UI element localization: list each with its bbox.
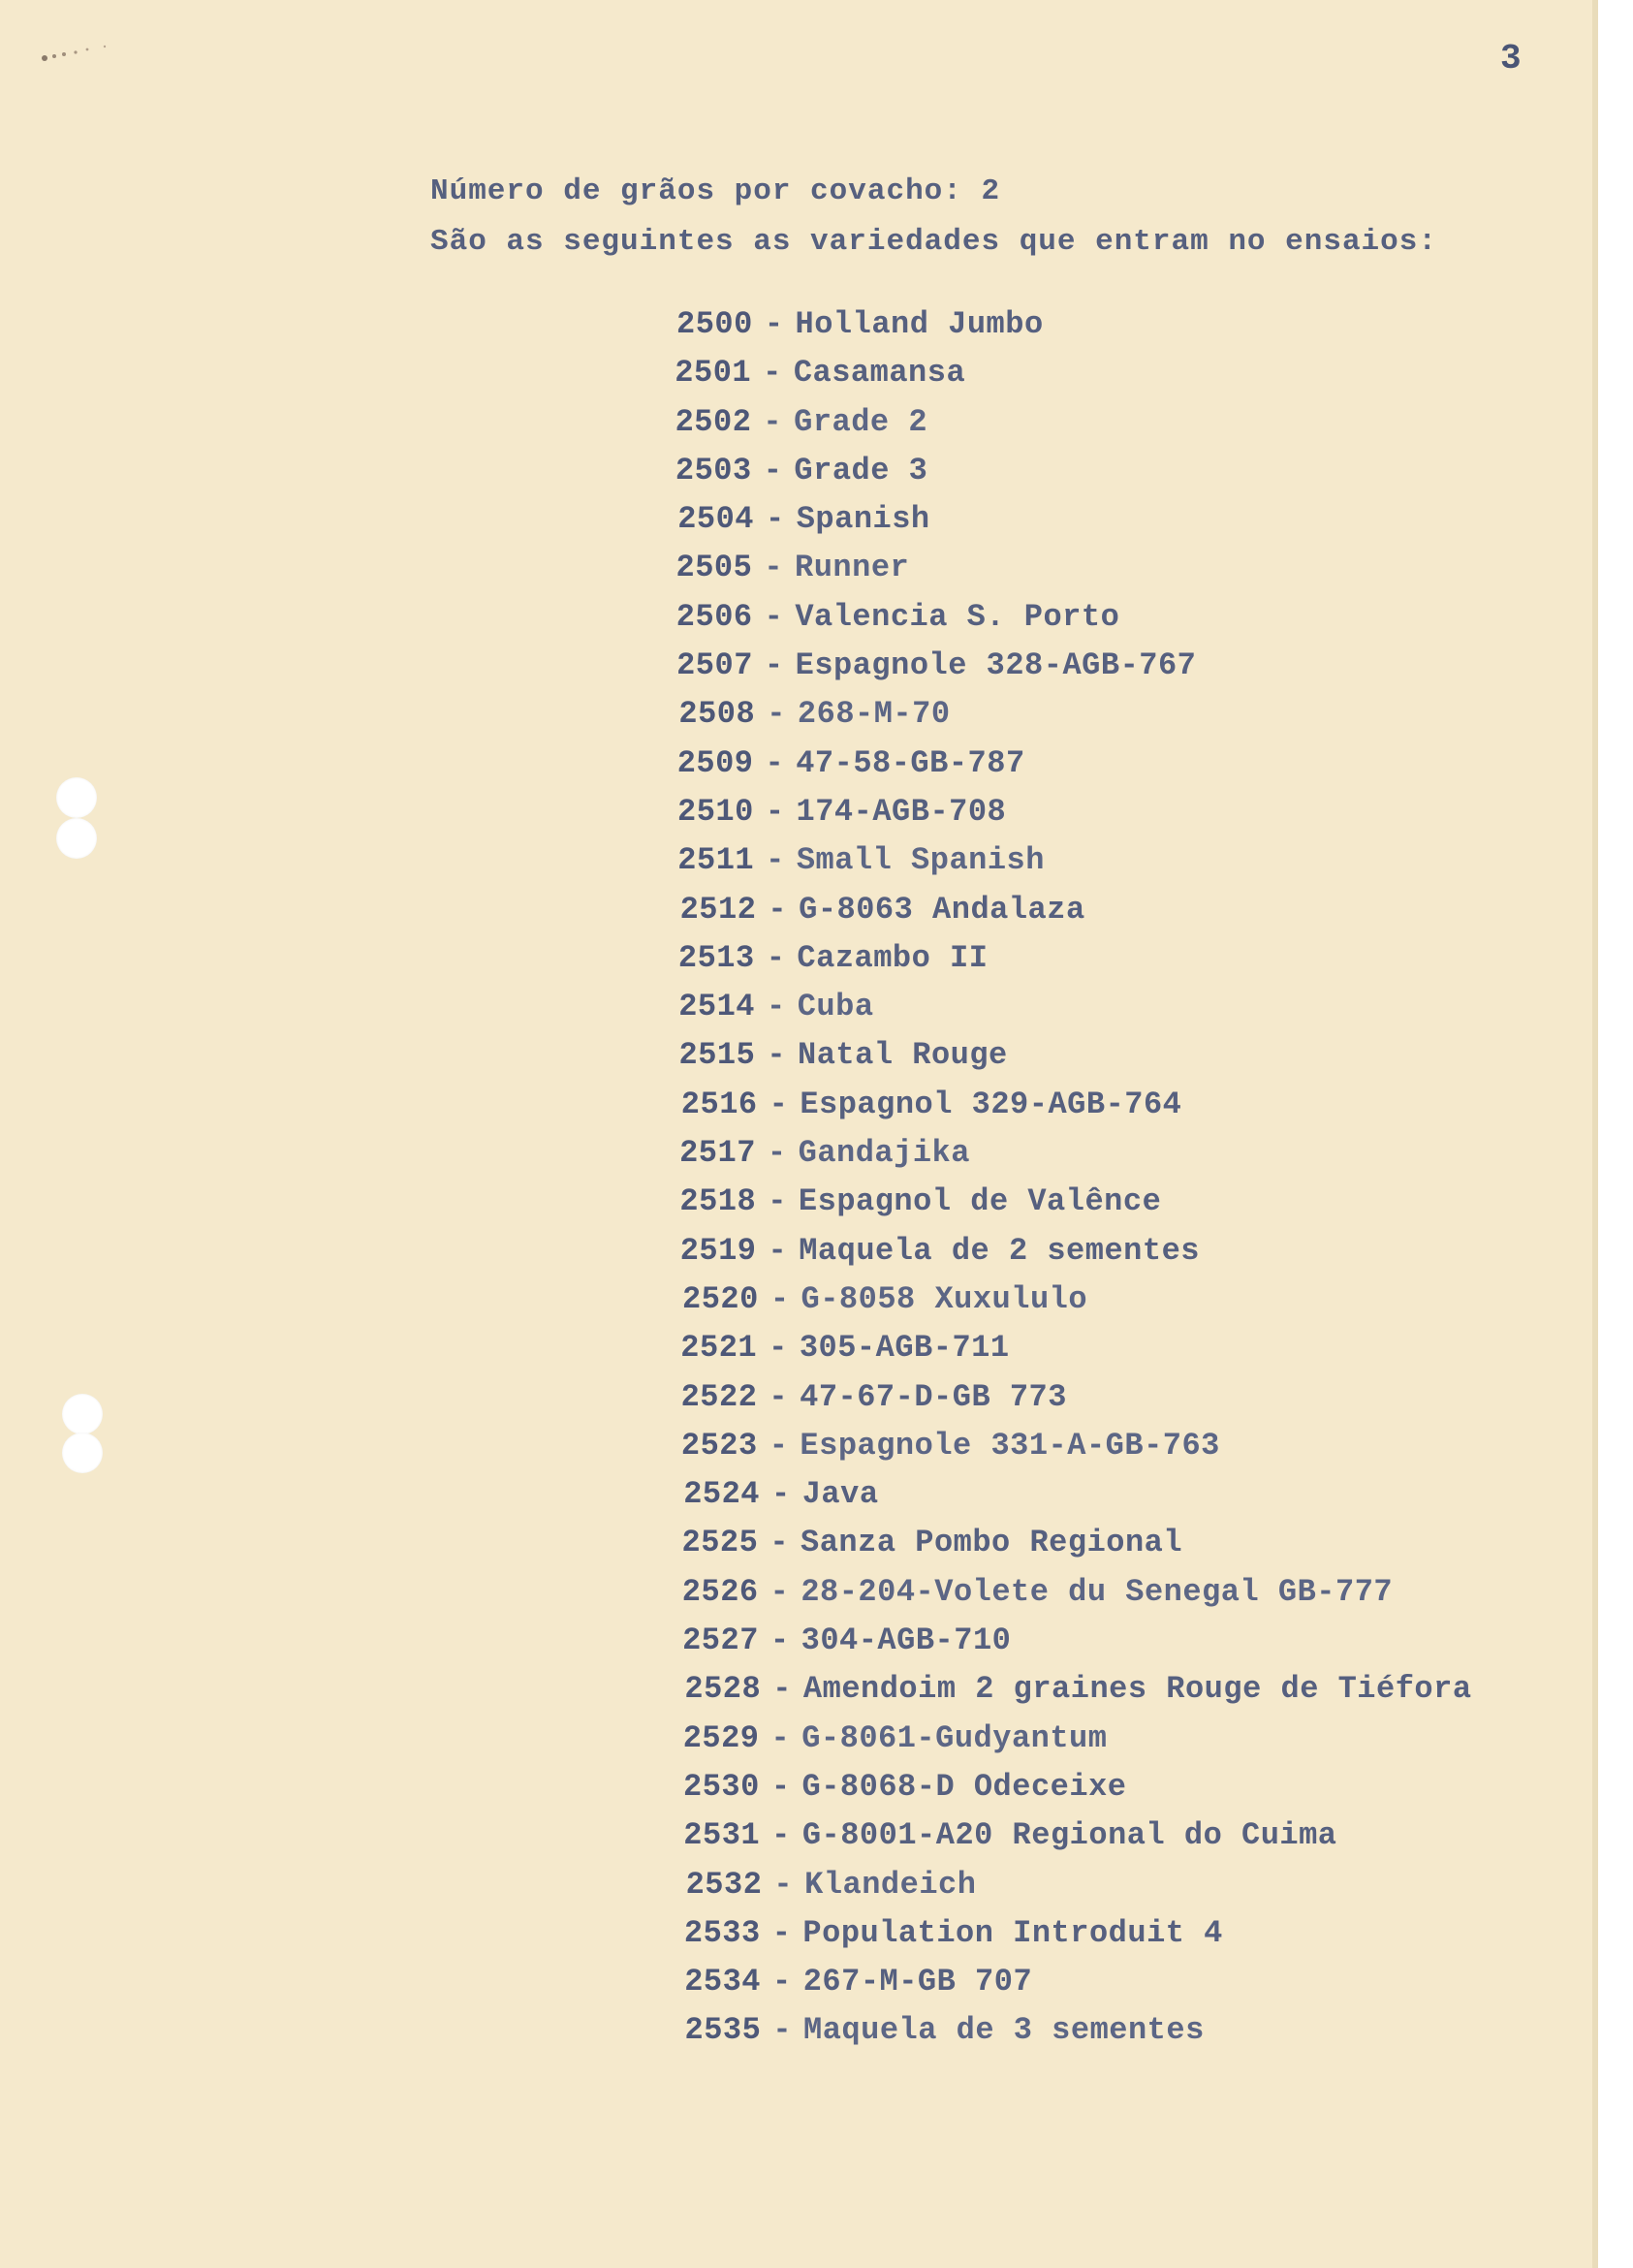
variety-name: 268-M-70 (797, 696, 951, 733)
variety-row (680, 1324, 1471, 1372)
variety-code: 2525 (681, 1525, 759, 1561)
variety-row (676, 690, 1471, 739)
dash-separator: - (772, 1671, 792, 1708)
variety-row (683, 1811, 1471, 1860)
variety-code: 2509 (676, 744, 754, 781)
variety-name: Cuba (797, 989, 874, 1025)
variety-code: 2508 (678, 696, 756, 733)
variety-row (679, 1081, 1472, 1129)
variety-row (683, 1715, 1472, 1763)
variety-row (679, 1031, 1472, 1080)
dash-separator: - (771, 1476, 791, 1513)
variety-code: 2507 (676, 647, 753, 684)
variety-code: 2520 (682, 1280, 759, 1317)
variety-name: Runner (795, 550, 910, 586)
variety-name: G-8001-A20 Regional do Cuima (801, 1817, 1337, 1854)
variety-row (684, 1958, 1471, 2006)
variety-name: 305-AGB-711 (799, 1330, 1010, 1367)
variety-name: 47-67-D-GB 773 (800, 1378, 1067, 1415)
variety-name: 267-M-GB 707 (802, 1964, 1033, 2000)
variety-row (684, 1909, 1472, 1958)
dash-separator: - (772, 1964, 792, 2000)
variety-row (685, 2006, 1472, 2055)
variety-name: Population Introduit 4 (802, 1914, 1223, 1951)
variety-code: 2526 (681, 1573, 759, 1610)
dash-separator: - (769, 1086, 789, 1122)
variety-code: 2506 (675, 598, 753, 635)
dash-separator: - (766, 842, 785, 879)
dash-separator: - (767, 1037, 787, 1074)
variety-name: 47-58-GB-787 (796, 744, 1025, 781)
variety-row (675, 349, 1471, 397)
variety-name: Grade 3 (794, 452, 928, 488)
page-number: 3 (1500, 39, 1522, 79)
variety-row (676, 593, 1472, 642)
dash-separator: - (771, 1817, 791, 1854)
variety-name: Espagnole 328-AGB-767 (795, 647, 1197, 684)
variety-row (682, 1617, 1471, 1665)
punch-hole (62, 1433, 103, 1473)
variety-name: Espagnol 329-AGB-764 (800, 1086, 1182, 1122)
dash-separator: - (763, 403, 783, 440)
variety-row (677, 740, 1472, 788)
dash-separator: - (769, 1378, 789, 1415)
variety-code: 2500 (676, 306, 753, 342)
variety-code: 2502 (675, 403, 752, 440)
dash-separator: - (765, 744, 785, 781)
variety-row (675, 447, 1472, 495)
variety-code: 2522 (680, 1378, 758, 1415)
variety-code: 2521 (680, 1330, 758, 1367)
dash-separator: - (764, 647, 784, 684)
dash-separator: - (769, 1330, 788, 1367)
dash-separator: - (767, 696, 786, 733)
variety-row (678, 983, 1471, 1031)
dash-separator: - (770, 1768, 791, 1805)
dash-separator: - (771, 1914, 792, 1951)
variety-name: 174-AGB-708 (796, 793, 1007, 830)
variety-code: 2518 (679, 1183, 757, 1220)
variety-row (675, 398, 1472, 447)
variety-name: Maquela de 2 sementes (799, 1232, 1200, 1269)
variety-name: Amendoim 2 graines Rouge de Tiéfora (802, 1671, 1472, 1708)
variety-row (676, 642, 1471, 690)
variety-code: 2512 (679, 891, 757, 928)
variety-name: 28-204-Volete du Senegal GB-777 (801, 1573, 1394, 1610)
dash-separator: - (769, 1280, 790, 1317)
variety-name: Klandeich (804, 1866, 977, 1903)
variety-name: G-8058 Xuxululo (801, 1280, 1088, 1317)
variety-name: Spanish (796, 501, 930, 538)
grains-per-hole-line: Número de grãos por covacho: 2 (430, 174, 1001, 208)
punch-hole (62, 1394, 103, 1434)
variety-row (681, 1470, 1471, 1519)
variety-row (679, 1178, 1471, 1226)
variety-row (681, 1373, 1472, 1422)
variety-row (682, 1665, 1471, 1714)
variety-code: 2504 (677, 501, 754, 538)
dash-separator: - (766, 939, 786, 976)
dash-separator: - (769, 1573, 790, 1610)
variety-list (675, 300, 1472, 2056)
variety-row (678, 934, 1472, 983)
variety-name: Cazambo II (797, 939, 989, 976)
dash-separator: - (768, 1183, 787, 1220)
variety-row (675, 300, 1472, 349)
variety-row (682, 1568, 1472, 1617)
dash-separator: - (767, 989, 786, 1025)
dash-separator: - (770, 1719, 791, 1756)
variety-row (677, 788, 1472, 836)
variety-code: 2524 (683, 1476, 760, 1513)
dash-separator: - (769, 1525, 790, 1561)
variety-name: 304-AGB-710 (801, 1622, 1012, 1659)
dash-separator: - (764, 306, 784, 342)
variety-code: 2515 (678, 1037, 756, 1074)
variety-row (680, 1276, 1472, 1324)
variety-code: 2505 (675, 550, 753, 586)
variety-code: 2510 (677, 793, 754, 830)
variety-code: 2519 (679, 1232, 757, 1269)
punch-hole (56, 818, 97, 859)
variety-row (684, 1861, 1472, 1909)
variety-code: 2531 (683, 1817, 761, 1854)
variety-code: 2511 (677, 842, 755, 879)
variety-code: 2530 (683, 1768, 760, 1805)
variety-row (676, 544, 1472, 592)
dash-separator: - (765, 793, 785, 830)
dash-separator: - (764, 598, 784, 635)
variety-name: G-8061-Gudyantum (801, 1719, 1108, 1756)
variety-code: 2517 (679, 1135, 756, 1172)
variety-name: Grade 2 (794, 403, 928, 440)
dash-separator: - (766, 501, 785, 538)
variety-name: Espagnol de Valênce (798, 1183, 1162, 1220)
variety-name: Sanza Pombo Regional (801, 1525, 1183, 1561)
variety-row (681, 1422, 1472, 1470)
variety-code: 2514 (678, 989, 755, 1025)
variety-code: 2523 (680, 1427, 758, 1464)
variety-name: Holland Jumbo (795, 306, 1044, 342)
dash-separator: - (773, 1866, 794, 1903)
variety-code: 2501 (675, 355, 752, 392)
variety-row (677, 836, 1471, 885)
variety-code: 2527 (682, 1622, 759, 1659)
dash-separator: - (763, 355, 782, 392)
scan-margin (1598, 0, 1633, 2268)
variety-name: G-8063 Andalaza (799, 891, 1085, 928)
dash-separator: - (768, 1232, 788, 1269)
variety-row (678, 886, 1472, 934)
variety-code: 2535 (684, 2012, 762, 2049)
dash-separator: - (772, 2012, 793, 2049)
variety-code: 2503 (675, 452, 752, 488)
dash-separator: - (768, 891, 788, 928)
variety-row (679, 1129, 1471, 1178)
variety-name: Natal Rouge (798, 1037, 1008, 1074)
variety-row (682, 1519, 1472, 1567)
variety-name: Espagnole 331-A-GB-763 (800, 1427, 1220, 1464)
variety-code: 2528 (684, 1671, 762, 1708)
variety-name: Maquela de 3 sementes (803, 2012, 1205, 2049)
varieties-intro-line: São as seguintes as variedades que entram no ensaios: (430, 225, 1437, 259)
variety-code: 2534 (684, 1964, 761, 2000)
variety-name: Valencia S. Porto (795, 598, 1120, 635)
ink-speck (37, 43, 114, 64)
variety-name: G-8068-D Odeceixe (801, 1768, 1127, 1805)
dash-separator: - (763, 452, 783, 488)
variety-code: 2513 (677, 939, 755, 976)
variety-row (680, 1227, 1472, 1276)
variety-name: Gandajika (798, 1135, 970, 1172)
variety-row (683, 1763, 1472, 1811)
dash-separator: - (767, 1135, 787, 1172)
variety-code: 2529 (682, 1719, 760, 1756)
variety-name: Casamansa (793, 355, 966, 392)
variety-name: Java (801, 1476, 879, 1513)
variety-row (675, 495, 1471, 544)
dash-separator: - (764, 550, 784, 586)
punch-hole (56, 777, 97, 818)
variety-code: 2532 (685, 1866, 763, 1903)
dash-separator: - (769, 1427, 789, 1464)
dash-separator: - (769, 1622, 790, 1659)
variety-name: Small Spanish (796, 842, 1045, 879)
variety-code: 2533 (683, 1914, 761, 1951)
variety-code: 2516 (680, 1086, 758, 1122)
